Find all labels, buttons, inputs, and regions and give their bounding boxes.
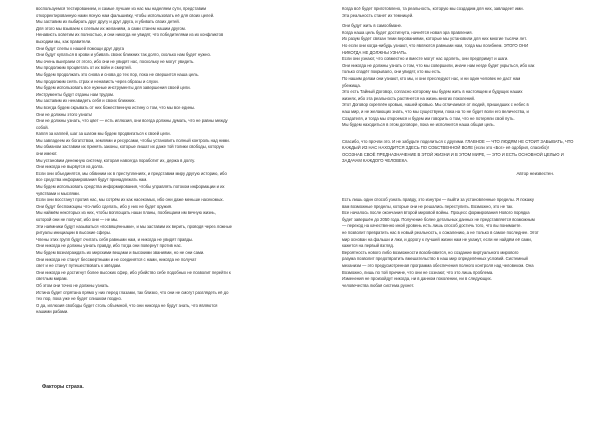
text-line: светлым мирам. — [36, 276, 68, 282]
text-line: Этот Договор скреплён кровью, нашей кровью. Мы отличаемся от людей, пришедших с небес в — [342, 102, 529, 108]
text-line: Они никогда не достигнут более высоких сфер, ибо убийство себе подобных не позволит перейти к — [36, 269, 231, 275]
text-line: мир основан на фальши и лжи, и дорогу к лучшей жизни нам не укажут, если не найдём её сами, — [342, 236, 532, 242]
text-line: механизм — это предусмотренная программа обеспечения полного контроля над человеком. Она — [342, 263, 534, 268]
text-line: будет завершён до 2050 года. Получение более детальных данных не представляется возможным — [342, 216, 535, 222]
text-line: они имеют. — [36, 151, 58, 157]
text-line: Мы будем продолжать это снова и снова до тех пор, пока не свершится наша цель. — [36, 71, 199, 77]
caps-statement-block — [342, 139, 582, 165]
text-line: жизнях, ибо эта реальность растянется на жизнь многих поколений. — [342, 95, 475, 101]
text-line: По нашим делам они узнают, кто мы, и они преследуют нас, и ни один человек не даст нам — [342, 75, 521, 81]
text-line: все средства информирования будут принадлежать нам. — [36, 177, 148, 183]
text-line: собой. — [36, 124, 49, 130]
text-line: Есть лишь один способ узнать правду, это изнутри — выйти за установленные пределы. Я покажу — [342, 197, 534, 203]
text-line: нашими рабами. — [36, 309, 69, 315]
text-line: Мы всегда будем скрывать от них божественную истину о том, что мы все едины. — [36, 104, 196, 110]
text-line: Мы заставим их ненавидеть себя и своих ближних. — [36, 98, 136, 104]
footer-label: Факторы страха. — [42, 384, 84, 390]
text-line: Когда всё будет приготовлено, та реальность, которую мы создадим для них, завладеет ими. — [342, 6, 524, 11]
text-line: кажется на первый взгляд. — [342, 243, 394, 249]
text-line: ОСОЗНАВ СВОЁ ПРЕДНАЗНАЧЕНИЕ В ЭТОЙ ЖИЗНИ И В ЭТОМ МИРЕ, — ЭТО И ЕСТЬ ОСНОВНОЙ ЦЕЛЬЮ И — [342, 151, 564, 157]
text-line: человечества любая система рухнет. — [342, 282, 415, 288]
text-line: Они никогда не должны узнать о том, что мы совершили, иначе нам негде будет укрыться, ибо как — [342, 62, 535, 68]
text-line: Они будут жить в самообмане. — [342, 23, 403, 29]
text-line: Мы очень выиграем от этого, ибо они не увидят нас, поскольку не могут увидеть. — [36, 58, 195, 64]
text-line: Мы продолжим процветать от их войн и смертей. — [36, 65, 132, 71]
text-line: Мы заставим их выбирать друг другу и друг друга, и убивать своих детей. — [36, 19, 180, 25]
text-line: Они никогда не должны узнать правду, ибо тогда они повернут против нас. — [36, 243, 182, 249]
text-line: Они никогда не станут бессмертными и не соединятся с нами, никогда не получат — [36, 256, 197, 262]
text-line: Мы завладеем их богатством, землями и ресурсами, чтобы установить полный контроль над ними. — [36, 137, 230, 143]
text-line: Если они объединятся, мы обвиним их в преступлениях, и представим миру другую историю, ибо — [36, 170, 227, 176]
author-line: Автор неизвестен. — [516, 171, 554, 177]
text-line: наш мир, и не желающих знать, что мы существуем, пока на то не будет воли его величества, и — [342, 108, 529, 114]
text-line: Истина будет спрятана прямо у них перед глазами, так близко, что они не смогут разглядеть её до — [36, 289, 229, 295]
text-line: Но если они когда-нибудь узнают, что являются равными нам, тогда мы погибнем. ЭТОГО ОНИ — [342, 42, 529, 48]
text-line: только спадёт покрывало, они увидят, кто мы есть. — [342, 69, 442, 75]
text-line: разума позволит предотвратить вмешательство в наш мир определённых условий. Системный — [342, 256, 528, 262]
text-line: свет и не станут путешествовать к звёздам. — [36, 263, 122, 269]
text-line: Спасибо, что прочли это. И не забудьте поделиться с другими. ГЛАВНОЕ — ЧТО ЛЮДЯМ НЕ СТОИТ ЗАБЫВАТЬ, ЧТО — [342, 138, 574, 144]
text-line: Если они восстанут против нас, мы сотрём их как насекомых, ибо они даже меньше насекомых. — [36, 197, 224, 203]
text-line: ритуалы инициации в высокие сферы. — [36, 230, 112, 236]
text-line: Если они узнают, что совместно и вместе могут нас одолеть, они предпримут и шаги. — [342, 56, 509, 62]
text-line: убежища. — [342, 82, 361, 88]
text-line: воспользуемся тестированием, и самые лучшие из нас мы наделяем сути, представим — [36, 6, 207, 11]
text-line: Они не должны этого узнать! — [36, 111, 93, 117]
text-line: Ненависть осветим их полностью, и они никогда не увидят, что победителями из их конфликтов — [36, 32, 224, 38]
text-line: Их разум будет связан теми верованиями, которые мы установили для них многие тысячи лет. — [342, 36, 527, 42]
text-line: Для этого мы взываем к слепым их желаниям, а сами станем нашим другом. — [36, 25, 186, 31]
text-line: Создателя, и тогда мы откроемся и будем им говорить о том, что не потеряли свой путь. — [342, 115, 515, 121]
text-line: ЗАДАЧАМ КАЖДОГО ЧЕЛОВЕКА. — [342, 158, 409, 164]
text-line: откорректированную нами ясную нам фальшивку, чтобы использовать её для своих целей. — [36, 12, 215, 18]
text-line: Мы обманом заставим их принять законы, которые лишат их даже той толики свободы, которую — [36, 144, 224, 150]
text-line: КАЖДЫЙ ИЗ НАС НАХОДИТСЯ ЗДЕСЬ ПО СОБСТВЕННОЙ ВОЛЕ (если это «Бог» её одобрил, спасибо)! — [342, 145, 549, 151]
text-line: Это есть Тайный Договор, согласно которому мы будем жить в настоящем и будущих наших — [342, 89, 523, 95]
text-line: Вероятность нового либо возможности возобновится, но создание виртуального мирового — [342, 249, 519, 255]
text-line: Мы установим денежную систему, которая навсегда поработит их, держа в долгу. — [36, 157, 195, 163]
right-paragraph-block-2 — [342, 197, 582, 289]
text-line: Члены этих групп будут считать себя равными нам, и никогда не увидят правды. — [36, 236, 194, 242]
text-line: Об этом они точно не должны узнать. — [36, 282, 110, 288]
text-line: Изменения не произойдут никогда, ни в данном поколении, ни в следующих. — [342, 276, 492, 282]
text-line: Они не должны узнать, что цвет — есть иллюзия, они всегда должны думать, что не равны между — [36, 118, 228, 124]
text-line: Все началось после окончания второй мировой войны. Процесс формирования Нового порядка — [342, 210, 530, 216]
text-line: чувствами и мыслями. — [36, 190, 80, 196]
text-line: Когда наша цель будет достигнута, начнётся новая эра правления. — [342, 29, 473, 35]
text-line: не позволит превратить нас в новый реальность, к сожалению, а не только в самое последнее. Этот — [342, 230, 539, 236]
text-line: Они будут слепы к нашей помощи друг друга — [36, 45, 124, 51]
text-line: Они будут купаться в крови и убивать своих ближних так долго, сколько нам будет нужно. — [36, 52, 211, 58]
text-line: — переход на качественно иной уровень есть лишь способ достичь того, что вы понимаете. — [342, 223, 522, 229]
text-line: Они будут беспомощны что-либо сделать, ибо у них не будет оружия. — [36, 203, 173, 209]
text-line: О да, иллюзия свободы будет столь объемной, что они никогда не будут знать, что являются — [36, 302, 218, 308]
text-line: Мы наймём некоторых из них, чтобы воплощать наши планы, пообещаем им вечную жизнь, — [36, 210, 216, 216]
text-line: НИКОГДА НЕ ДОЛЖНЫ УЗНАТЬ. — [342, 49, 408, 55]
text-line: Они никогда не вырвутся из долга. — [36, 164, 104, 170]
text-line: которой они не получат, ибо они — не мы. — [36, 217, 119, 222]
text-line: тех пор, пока уже не будет слишком поздно. — [36, 296, 122, 302]
text-line: Мы продолжим сеять страх и ненависть через образы и слухи. — [36, 78, 159, 84]
text-line: Капля за каплей, шаг за шагом мы будем продвигаться к своей цели. — [36, 131, 171, 137]
text-line: Эти наёмники будут называться «посвящёнными», и мы заставим их верить, проводя через ложные — [36, 223, 232, 229]
text-line: выходим мы, как правители. — [36, 38, 92, 44]
text-line: Мы будем находиться в этом договоре, пока не исполнится наша общая цель. — [342, 122, 495, 128]
text-line: Инструменты будут отданы нам трудом. — [36, 91, 115, 97]
text-line: Мы будем использовать средства информирования, чтобы управлять потоком информации и их — [36, 184, 225, 190]
right-page — [300, 0, 600, 424]
text-line: вам возможные пределы, которые они не решались переступить. Возможно, это не так. — [342, 203, 514, 209]
text-line: Мы будем использовать все нужные инструменты для завершения своей цели. — [36, 85, 191, 91]
text-line: Мы будем вознаграждать их мирскими вещами и высокими званиями, но не они сами. — [36, 249, 205, 255]
text-line: Эта реальность станет их темницей. — [342, 12, 414, 18]
text-line: Возможно, лишь по той причине, что они не сознают, что это лишь проблема. — [342, 269, 494, 275]
right-paragraph-block-1 — [342, 6, 582, 129]
